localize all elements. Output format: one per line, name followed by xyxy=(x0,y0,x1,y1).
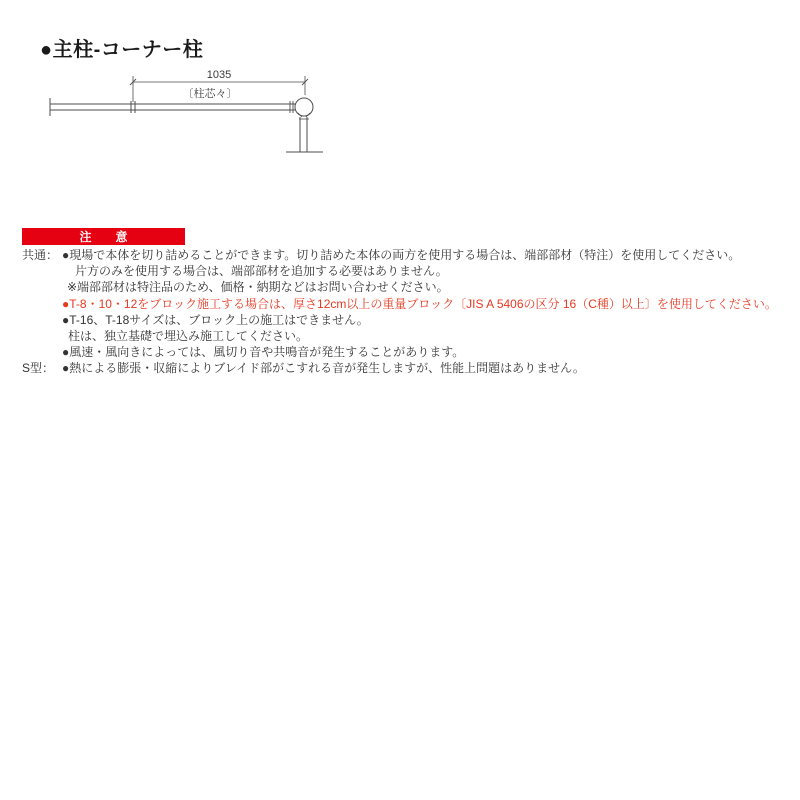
notice-row xyxy=(22,279,792,295)
corner-bolt-mark-2 xyxy=(306,113,310,117)
notice-row-text: ●T-16、T-18サイズは、ブロック上の施工はできません。 xyxy=(62,312,369,327)
notice-row-text: ※端部部材は特注品のため、価格・納期などはお問い合わせください。 xyxy=(67,280,449,295)
notice-row xyxy=(22,328,792,344)
notice-row-label: 共通： xyxy=(22,248,59,262)
notice-row-warning xyxy=(22,296,792,312)
notice-row xyxy=(22,263,792,279)
rail-corner-post-diagram xyxy=(40,64,340,159)
page-title: ●主柱-コーナー柱 xyxy=(40,39,204,61)
notice-row-text: ●現場で本体を切り詰めることができます。切り詰めた本体の両方を使用する場合は、端部部材（特注）を使用してください。 xyxy=(62,248,741,262)
dimension-value: 1035 xyxy=(206,69,232,81)
notice-row-text: ●T-8・10・12をブロック施工する場合は、厚さ12cm以上の重量ブロック〔JIS A 5406の区分 16（C種）以上〕を使用してください。 xyxy=(62,296,777,311)
corner-bolt-mark-1 xyxy=(298,113,302,117)
notice-row xyxy=(22,344,792,360)
notice-row-text: 片方のみを使用する場合は、端部部材を追加する必要はありません。 xyxy=(75,264,448,279)
notice-row-text: 柱は、独立基礎で埋込み施工してください。 xyxy=(68,328,309,343)
caution-banner: 注 意 xyxy=(22,228,185,245)
notice-row-text: ●熱による膨張・収縮によりブレイド部がこすれる音が発生しますが、性能上問題はありません。 xyxy=(62,361,585,376)
notice-section xyxy=(22,228,792,377)
dimension-label: 〔柱芯々〕 xyxy=(182,88,238,100)
notice-rows xyxy=(22,247,792,377)
notice-row-label: S型： xyxy=(22,361,55,376)
notice-row-text: ●風速・風向きによっては、風切り音や共鳴音が発生することがあります。 xyxy=(62,345,465,360)
notice-row xyxy=(22,360,792,376)
corner-ball-joint xyxy=(295,98,313,116)
notice-row xyxy=(22,247,792,263)
notice-row xyxy=(22,312,792,328)
